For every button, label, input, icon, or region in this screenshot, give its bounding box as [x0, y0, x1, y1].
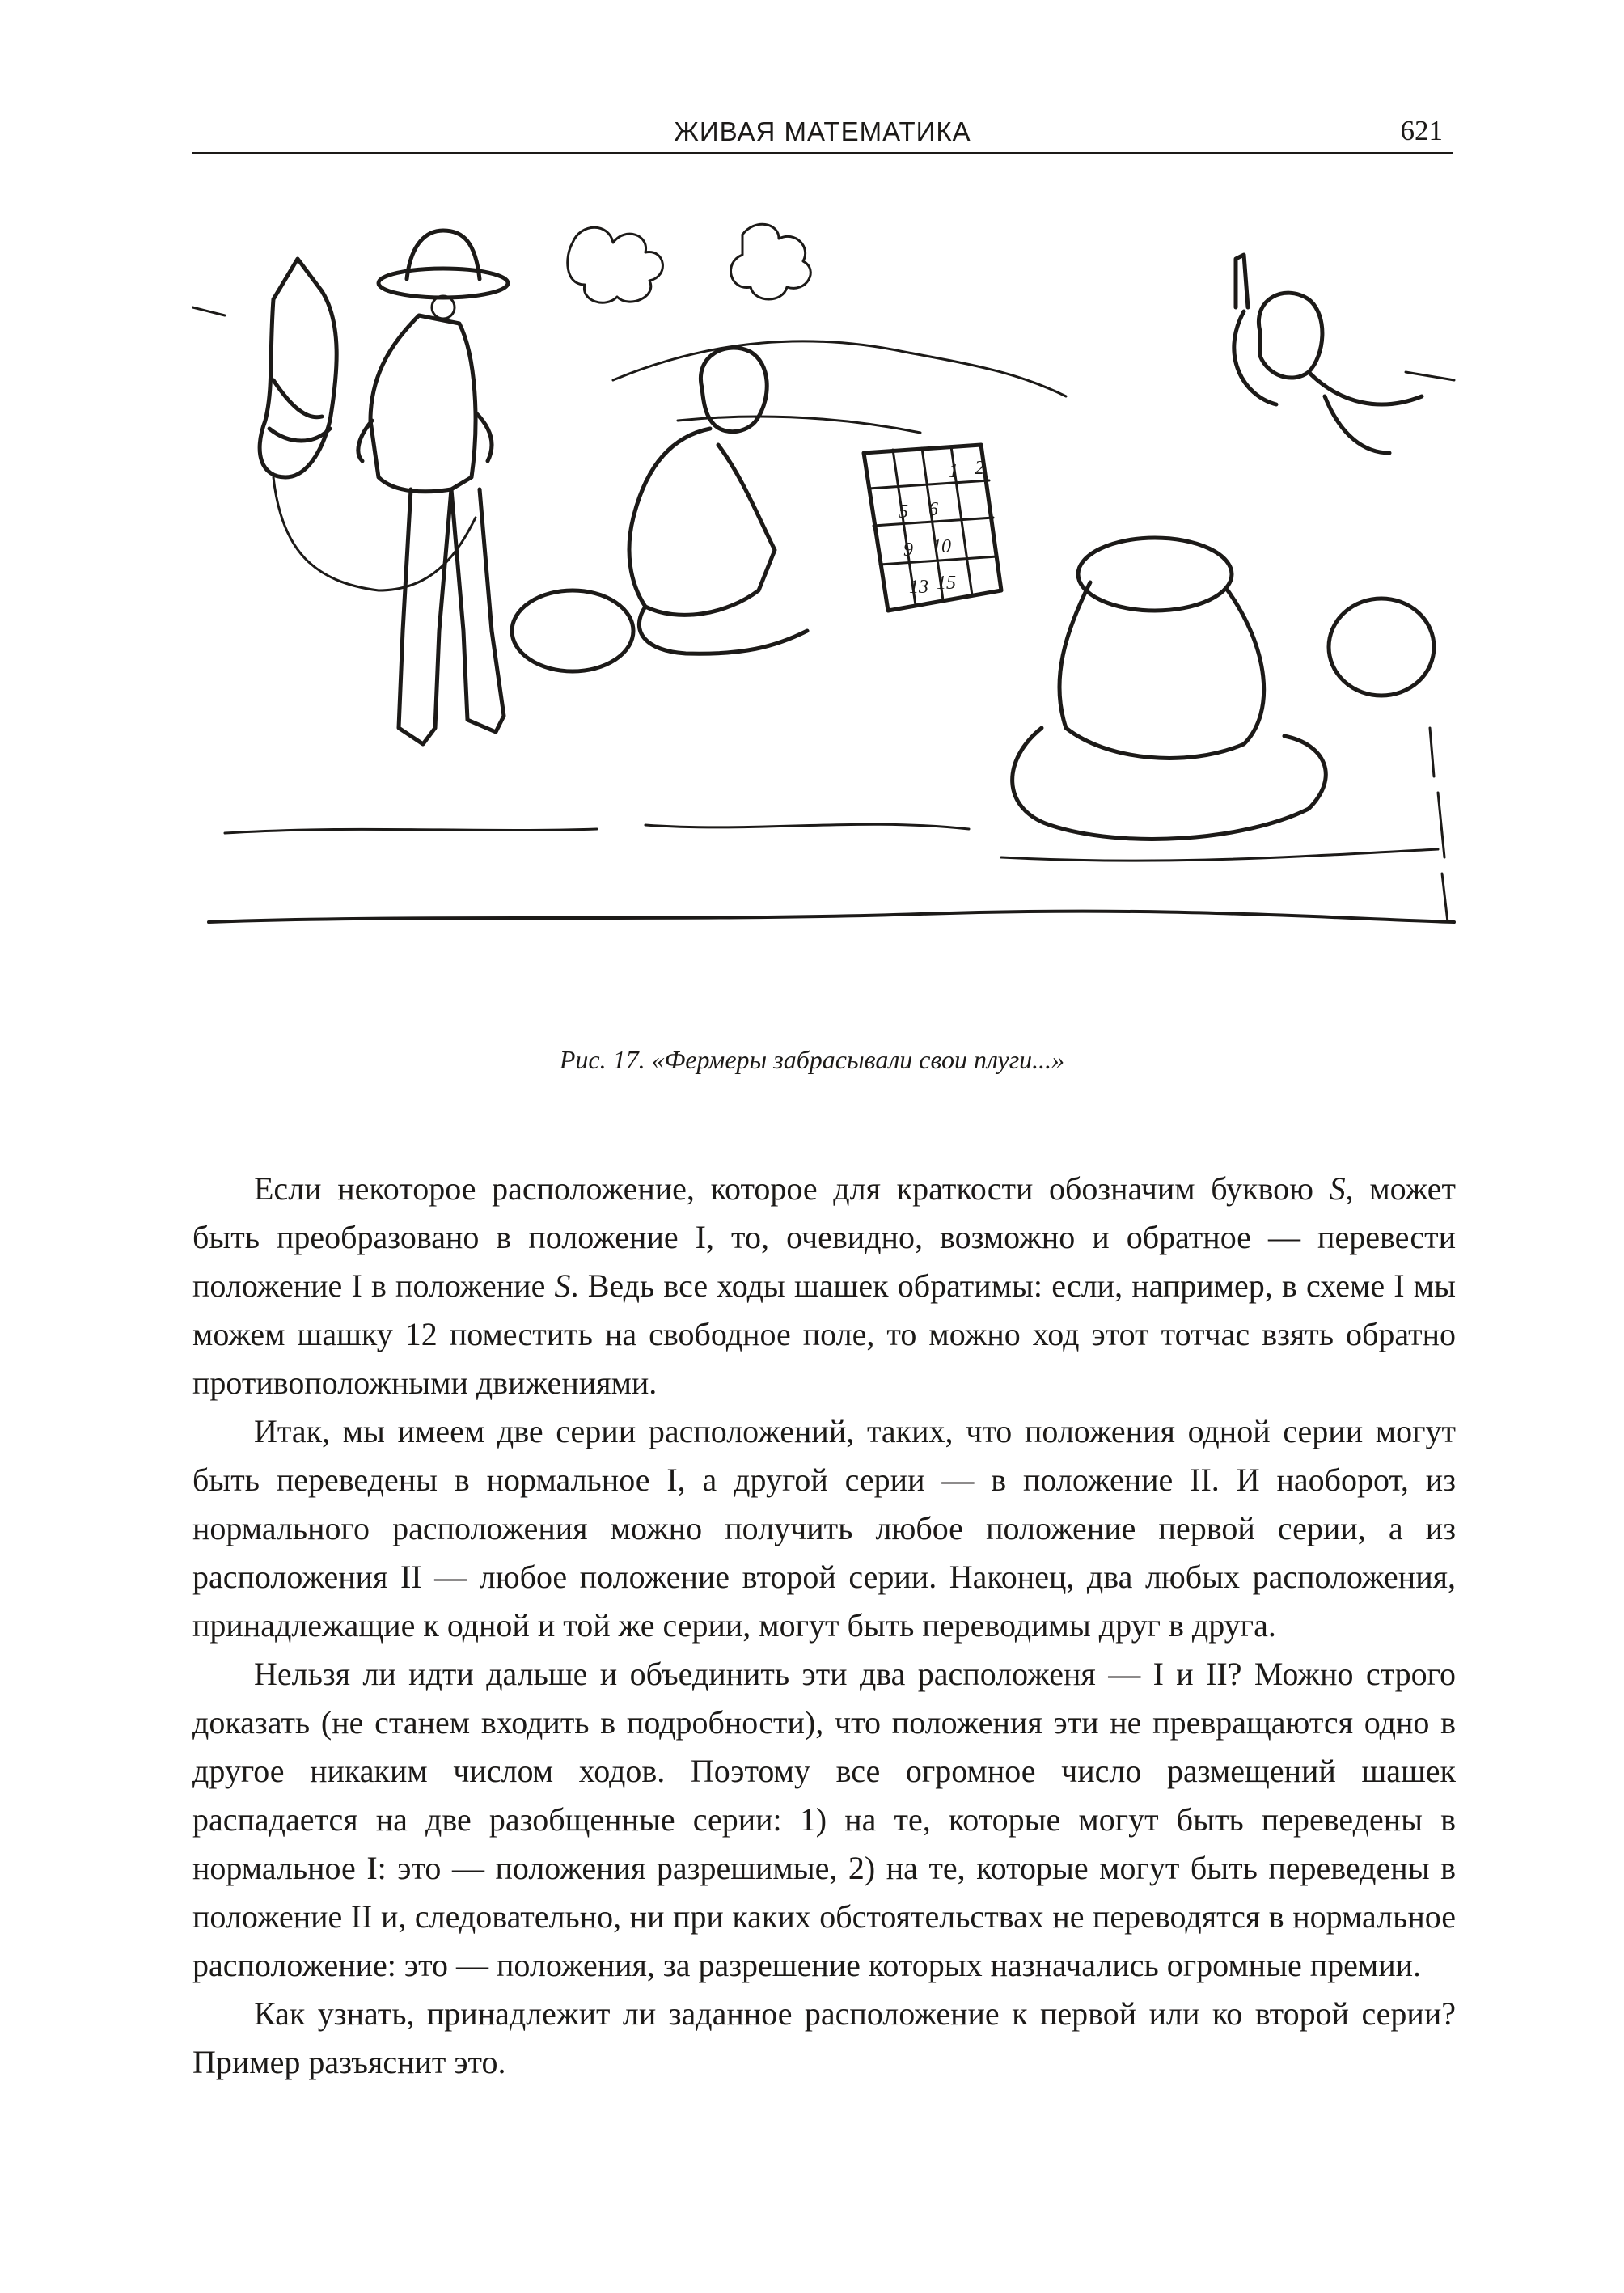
page-number: 621 — [1400, 115, 1443, 146]
paragraph-3: Нельзя ли идти дальше и объединить эти два расположеня — I и II? Можно строго доказать (не станем входить в подробности), что положения эти не превращаются одно в другое никаким числом ходов. Поэтому все огромное число размещений шашек распадается на две разобщенные серии: 1) на те, которые могут быть переведены в нормальное I: это — положения разрешимые, 2) на те, которые могут быть переведены в положение II и, следовательно, ни при каких обстоятельствах не переводятся в нормальное расположение: это — положения, за разрешение которых назначались огромные премии. — [192, 1656, 1456, 1983]
variable-s: S — [1329, 1170, 1346, 1207]
board-number: 6 — [928, 499, 938, 520]
hat-right — [1329, 599, 1434, 696]
paragraph-1-part-a: Если некоторое расположение, которое для краткости обозначим буквою — [254, 1170, 1330, 1207]
paragraph-1-part-c: . Ведь все ходы шашек обратимы: если, например, в схеме I мы можем шашку 12 поместить на свободное поле, то можно ход этот тотчас взять обратно противоположными движениями. — [192, 1267, 1456, 1401]
board-number: 13 — [909, 577, 928, 598]
illustration-farmers-playing-puzzle — [192, 210, 1456, 987]
farmer-head — [700, 348, 767, 432]
paragraph-4: Как узнать, принадлежит ли заданное расположение к первой или ко второй серии? Пример разъяснит это. — [192, 1995, 1456, 2080]
horse-head — [260, 259, 336, 477]
board-number: 2 — [975, 458, 984, 479]
farmer-hat-ground — [512, 590, 633, 671]
paragraph-1 — [192, 1165, 1456, 1407]
running-header-title: ЖИВАЯ МАТЕМАТИКА — [674, 116, 971, 146]
board-number: 9 — [903, 539, 913, 561]
seated-farmer-hat — [1078, 538, 1232, 611]
board-number: 10 — [932, 536, 951, 557]
paragraph-1-part-b: , может быть преобразовано в положение I, то, очевидно, возможно и обратное — перевести положение I в положение — [192, 1170, 1456, 1304]
board-number: 1 — [949, 461, 958, 482]
board-number: 15 — [937, 573, 956, 594]
figure-caption: Рис. 17. «Фермеры забрасывали свои плуги...» — [559, 1045, 1065, 1074]
body-text — [192, 1165, 1456, 2087]
board-number: 5 — [899, 501, 908, 522]
variable-s: S — [554, 1267, 571, 1304]
paragraph-2: Итак, мы имеем две серии расположений, таких, что положения одной серии могут быть переведены в нормальное I, а другой серии — в положение II. И наоборот, из нормального расположения можно получить любое положение первой серии, а из расположения II — любое положение второй серии. Наконец, два любых расположения, принадлежащие к одной и той же серии, могут быть переводимы друг в друга. — [192, 1413, 1456, 1644]
cowboy-body — [370, 315, 476, 492]
header-rule — [192, 152, 1453, 154]
cowboy-hat — [379, 269, 508, 298]
running-header — [192, 112, 1453, 154]
pointing-farmer — [1258, 293, 1322, 378]
